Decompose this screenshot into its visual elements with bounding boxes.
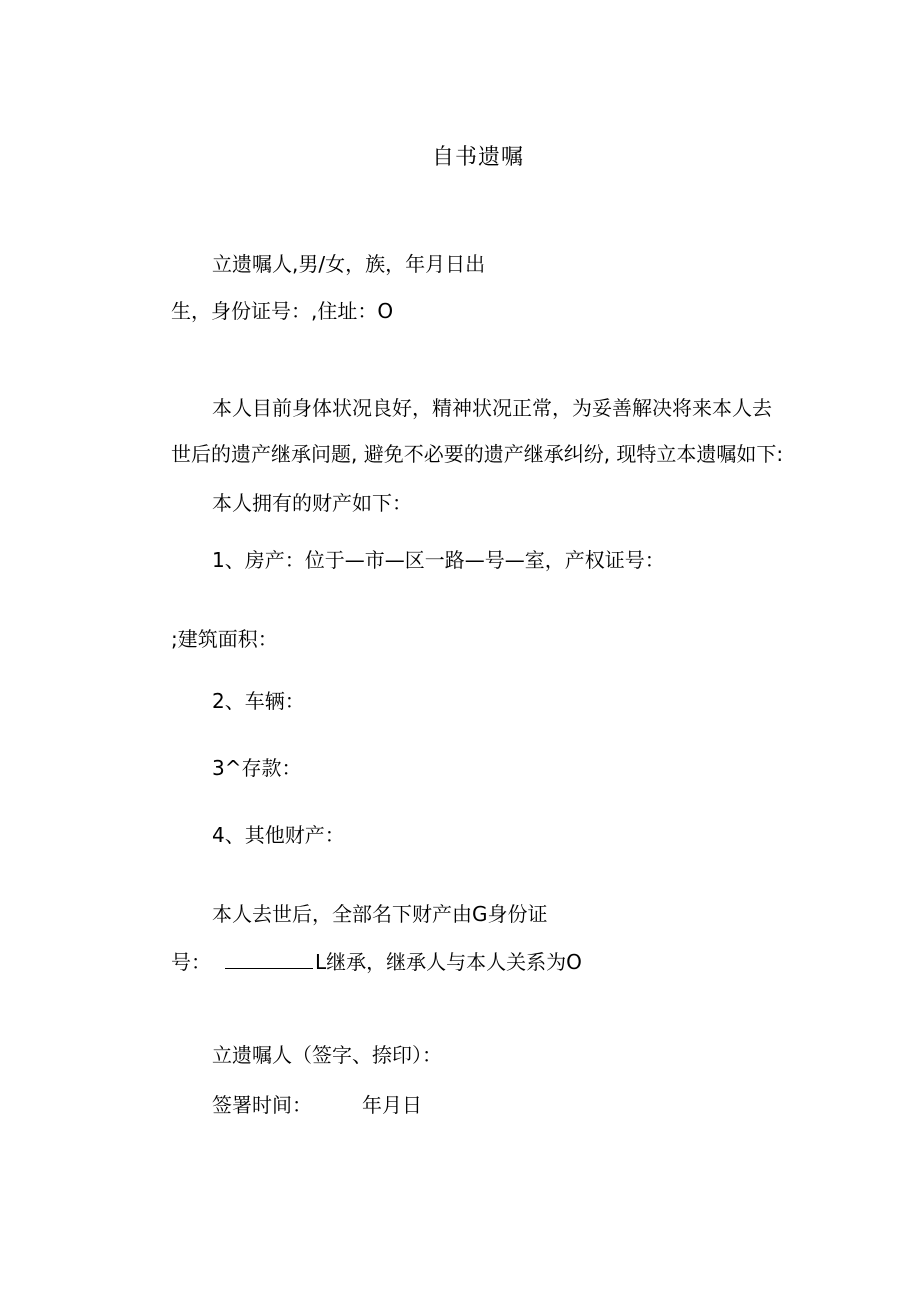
intro-line-1: 立遗嘱人,男/女，族，年月日出 (212, 252, 486, 276)
intro-line-2: 生，身份证号：,住址：O (171, 299, 394, 323)
asset-deposit: 3^存款： (212, 756, 302, 780)
inheritance-line-1: 本人去世后，全部名下财产由G身份证 (212, 902, 548, 926)
assets-heading: 本人拥有的财产如下： (212, 491, 412, 515)
asset-house-line-2: ;建筑面积： (171, 627, 278, 651)
purpose-line-2: 世后的遗产继承问题, 避免不必要的遗产继承纠纷, 现特立本遗嘱如下: (171, 442, 784, 466)
asset-other: 4、其他财产： (212, 823, 345, 847)
heir-id-blank (225, 950, 313, 969)
inheritance-heir-text: L继承，继承人与本人关系为O (315, 950, 582, 974)
asset-house-line-1: 1、房产：位于—市—区一路—号—室，产权证号： (212, 548, 665, 572)
purpose-line-1: 本人目前身体状况良好，精神状况正常，为妥善解决将来本人去 (212, 396, 772, 420)
sign-date-value: 年月日 (362, 1093, 422, 1117)
signer-label: 立遗嘱人（签字、捺印）： (212, 1043, 442, 1067)
sign-date-label: 签署时间： (212, 1093, 312, 1117)
inheritance-line-2 (171, 950, 582, 974)
sign-date-line (212, 1093, 422, 1117)
document-title: 自书遗嘱 (431, 145, 524, 170)
asset-vehicle: 2、车辆： (212, 689, 305, 713)
inheritance-id-label: 号： (171, 950, 211, 974)
